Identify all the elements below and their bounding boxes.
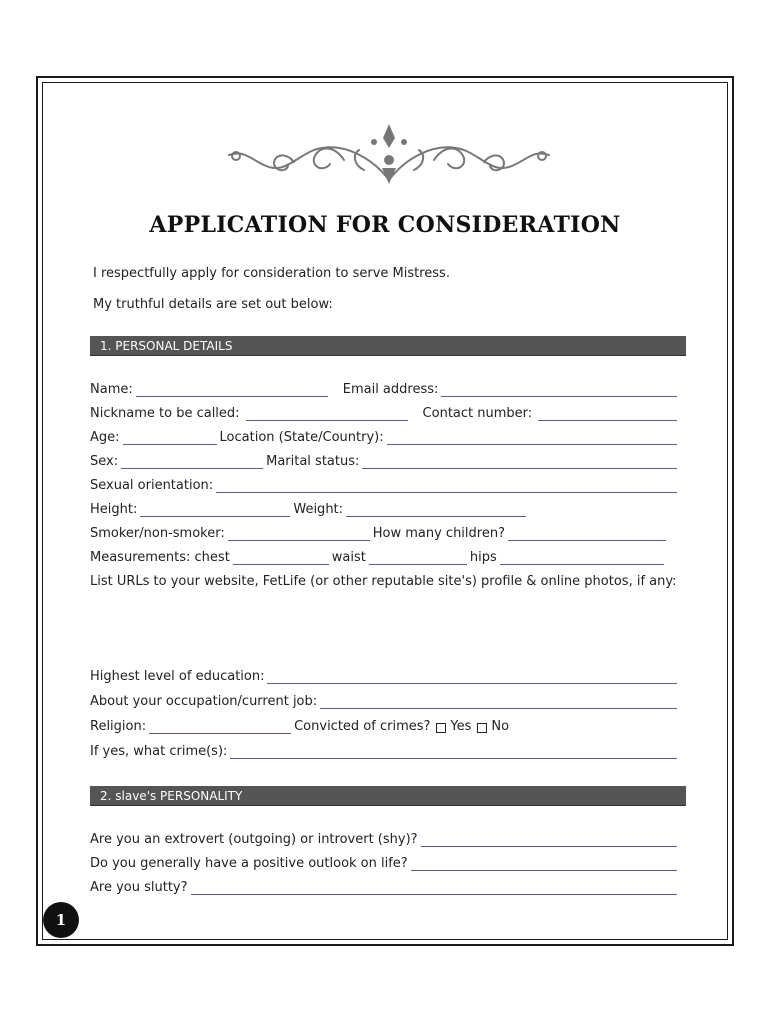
height-label: Height:	[90, 502, 138, 517]
age-field[interactable]	[123, 431, 217, 445]
crimes-yes-checkbox[interactable]	[436, 723, 446, 733]
row-smoker-children	[90, 523, 680, 541]
education-field[interactable]	[267, 670, 677, 684]
urls-label: List URLs to your website, FetLife (or other reputable site's) profile & online photos, if any:	[90, 574, 677, 589]
extrovert-label: Are you an extrovert (outgoing) or introvert (shy)?	[90, 832, 418, 847]
weight-label: Weight:	[293, 502, 344, 517]
section-header-personal: 1. PERSONAL DETAILS	[90, 336, 686, 356]
page-number-badge: 1	[43, 902, 79, 938]
row-height-weight	[90, 499, 680, 517]
row-outlook	[90, 853, 680, 871]
crimes-label: Convicted of crimes?	[294, 719, 431, 734]
crimes-no-label: No	[491, 719, 510, 734]
waist-field[interactable]	[369, 551, 467, 565]
sex-label: Sex:	[90, 454, 119, 469]
contact-field[interactable]	[538, 407, 677, 421]
location-label: Location (State/Country):	[219, 430, 384, 445]
marital-field[interactable]	[362, 455, 677, 469]
row-name-email	[90, 379, 680, 397]
page-title: APPLICATION FOR CONSIDERATION	[149, 212, 621, 238]
row-measurements	[90, 547, 680, 565]
outlook-label: Do you generally have a positive outlook on life?	[90, 856, 408, 871]
crimes-yes-label: Yes	[450, 719, 472, 734]
row-slutty	[90, 877, 680, 895]
religion-field[interactable]	[149, 720, 291, 734]
email-label: Email address:	[342, 382, 439, 397]
row-urls	[90, 571, 680, 589]
religion-label: Religion:	[90, 719, 147, 734]
intro-line-1: I respectfully apply for consideration to serve Mistress.	[93, 266, 450, 281]
chest-field[interactable]	[233, 551, 329, 565]
orientation-label: Sexual orientation:	[90, 478, 214, 493]
smoker-label: Smoker/non-smoker:	[90, 526, 225, 541]
nickname-field[interactable]	[246, 407, 408, 421]
slutty-label: Are you slutty?	[90, 880, 188, 895]
row-sex-marital	[90, 451, 680, 469]
occupation-label: About your occupation/current job:	[90, 694, 318, 709]
outlook-field[interactable]	[411, 857, 677, 871]
row-religion-crimes	[90, 716, 680, 734]
row-orientation	[90, 475, 680, 493]
row-education	[90, 666, 680, 684]
children-field[interactable]	[508, 527, 666, 541]
nickname-label: Nickname to be called:	[90, 406, 240, 421]
row-occupation	[90, 691, 680, 709]
ornament-flourish-icon	[224, 120, 554, 188]
occupation-field[interactable]	[320, 695, 677, 709]
hips-label: hips	[469, 550, 497, 565]
location-field[interactable]	[387, 431, 677, 445]
row-age-location	[90, 427, 680, 445]
name-field[interactable]	[136, 383, 328, 397]
chest-label: Measurements: chest	[90, 550, 230, 565]
sex-field[interactable]	[121, 455, 263, 469]
slutty-field[interactable]	[191, 881, 677, 895]
age-label: Age:	[90, 430, 120, 445]
intro-line-2: My truthful details are set out below:	[93, 297, 333, 312]
waist-label: waist	[331, 550, 366, 565]
which-crimes-field[interactable]	[230, 745, 677, 759]
row-which-crimes	[90, 741, 680, 759]
email-field[interactable]	[441, 383, 677, 397]
name-label: Name:	[90, 382, 133, 397]
which-crimes-label: If yes, what crime(s):	[90, 744, 228, 759]
children-label: How many children?	[372, 526, 505, 541]
contact-label: Contact number:	[422, 406, 533, 421]
row-extrovert	[90, 829, 680, 847]
smoker-field[interactable]	[228, 527, 370, 541]
marital-label: Marital status:	[266, 454, 360, 469]
section-header-personality: 2. slave's PERSONALITY	[90, 786, 686, 806]
hips-field[interactable]	[500, 551, 664, 565]
education-label: Highest level of education:	[90, 669, 265, 684]
crimes-no-checkbox[interactable]	[477, 723, 487, 733]
orientation-field[interactable]	[216, 479, 677, 493]
extrovert-field[interactable]	[421, 833, 677, 847]
weight-field[interactable]	[346, 503, 526, 517]
row-nickname-contact	[90, 403, 680, 421]
height-field[interactable]	[140, 503, 290, 517]
